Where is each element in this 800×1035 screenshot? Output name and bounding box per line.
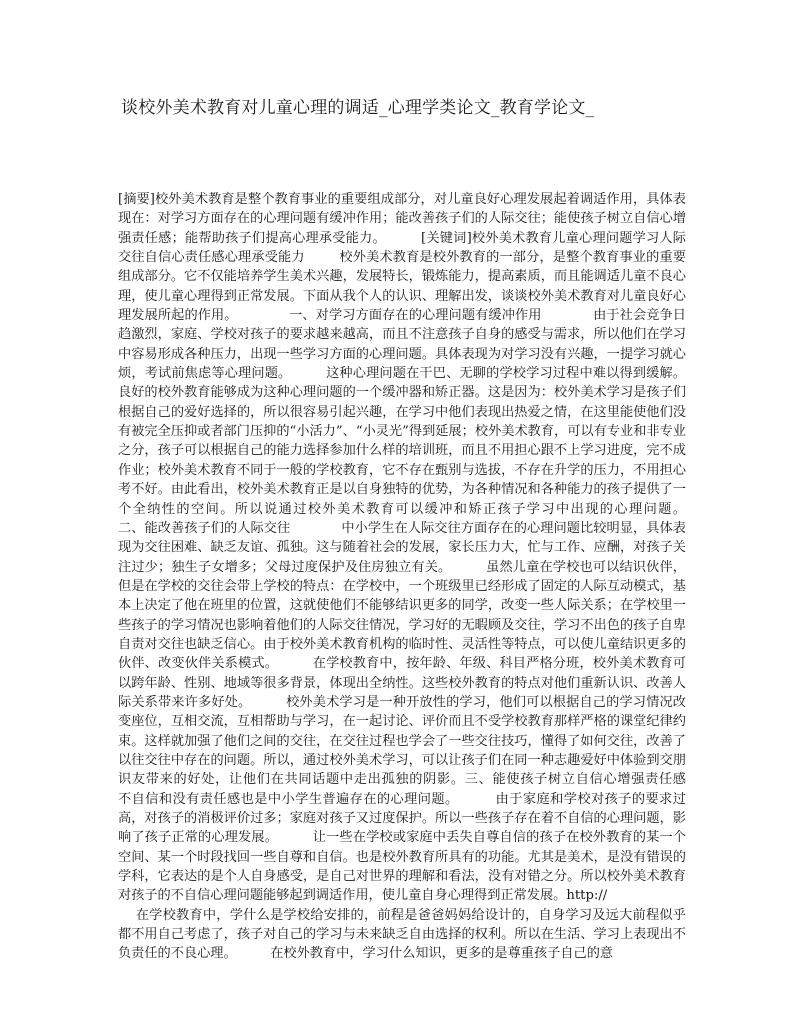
body-paragraph: 在学校教育中，学什么是学校给安排的，前程是爸爸妈妈给设计的，自身学习及远大前程似乎都不用自己考虑了，孩子对自己的学习与未来缺乏自由选择的权利。所以在生活、学习上表现出不负责任的不良心理。 在校外教育中，学习什么知识，更多的是尊重孩子自己的意 bbox=[118, 907, 686, 962]
page-title: 谈校外美术教育对儿童心理的调适_心理学类论文_教育学论文_ bbox=[121, 98, 595, 118]
body-paragraph: [摘要]校外美术教育是整个教育事业的重要组成部分，对儿童良好心理发展起着调适作用，具体表现在：对学习方面存在的心理问题有缓冲作用；能改善孩子们的人际交往；能使孩子树立自信心增强责任感；能帮助孩子们提高心理承受能力。 [关键词]校外美术教育儿童心理问题学习人际交往自信心责任感心理承受能力 校外美术教育是校外教育的一部分，是整个教育事业的重要组成部分。它不仅能培养学生美术兴趣，发展特长，锻炼能力，提高素质，而且能调适儿童不良心理，使儿童心理得到正常发展。下面从我个人的认识、理解出发，谈谈校外美术教育对儿童良好心理发展所起的作用。 一、对学习方面存在的心理问题有缓冲作用 由于社会竞争日趋激烈，家庭、学校对孩子的要求越来越高，而且不注意孩子自身的感受与需求，所以他们在学习中容易形成各种压力，出现一些学习方面的心理问题。具体表现为对学习没有兴趣，一提学习就心烦，考试前焦虑等心理问题。 这种心理问题在干巴、无聊的学校学习过程中难以得到缓解。良好的校外教育能够成为这种心理问题的一个缓冲器和矫正器。这是因为：校外美术学习是孩子们根据自己的爱好选择的，所以很容易引起兴趣，在学习中他们表现出热爱之情，在这里能使他们没有被完全压抑或者部门压抑的“小活力”、“小灵光”得到延展；校外美术教育，可以有专业和非专业之分，孩子可以根据自己的能力选择参加什么样的培训班，而且不用担心跟不上学习进度，完不成作业；校外美术教育不同于一般的学校教育，它不存在甄别与选拔，不存在升学的压力，不用担心考不好。由此看出，校外美术教育正是以自身独特的优势，为各种情况和各种能力的孩子提供了一个全纳性的空间。所以说通过校外美术教育可以缓冲和矫正孩子学习中出现的心理问题。 二、能改善孩子们的人际交往 中小学生在人际交往方面存在的心理问题比较明显，具体表现为交往困难、缺乏友谊、孤独。这与随着社会的发展，家长压力大，忙与工作、应酬，对孩子关注过少；独生子女增多；父母过度保护及住房独立有关。 虽然儿童在学校也可以结识伙伴，但是在学校的交往会带上学校的特点：在学校中，一个班级里已经形成了固定的人际互动模式，基本上决定了他在班里的位置，这就使他们不能够结识更多的同学，改变一些人际关系；在学校里一些孩子的学习情况也影响着他们的人际交往情况，学习好的无暇顾及交往，学习不出色的孩子自卑自责对交往也缺乏信心。由于校外美术教育机构的临时性、灵活性等特点，可以使儿童结识更多的伙伴、改变伙伴关系模式。 在学校教育中，按年龄、年级、科目严格分班，校外美术教育可以跨年龄、性别、地域等很多背景，体现出全纳性。这些校外教育的特点对他们重新认识、改善人际关系带来许多好处。 校外美术学习是一种开放性的学习，他们可以根据自己的学习情况改变座位，互相交流，互相帮助与学习，在一起讨论、评价而且不受学校教育那样严格的课堂纪律约束。这样就加强了他们之间的交往，在交往过程也学会了一些交往技巧，懂得了如何交往，改善了以往交往中存在的问题。所以，通过校外美术学习，可以让孩子们在同一种志趣爱好中体验到交朋识友带来的好处，让他们在共同话题中走出孤独的阴影。三、能使孩子树立自信心增强责任感 不自信和没有责任感也是中小学生普遍存在的心理问题。 由于家庭和学校对孩子的要求过高，对孩子的消极评价过多；家庭对孩子又过度保护。所以一些孩子存在着不自信的心理问题，影响了孩子正常的心理发展。 让一些在学校或家庭中丢失自尊自信的孩子在校外教育的某一个空间、某一个时段找回一些自尊和自信。也是校外教育所具有的功能。尤其是美术，是没有错误的学科，它表达的是个人自身感受，是自己对世界的理解和看法，没有对错之分。所以校外美术教育对孩子的不自信心理问题能够起到调适作用，使儿童自身心理得到正常发展。http:// bbox=[118, 192, 737, 904]
article-body bbox=[118, 190, 737, 964]
